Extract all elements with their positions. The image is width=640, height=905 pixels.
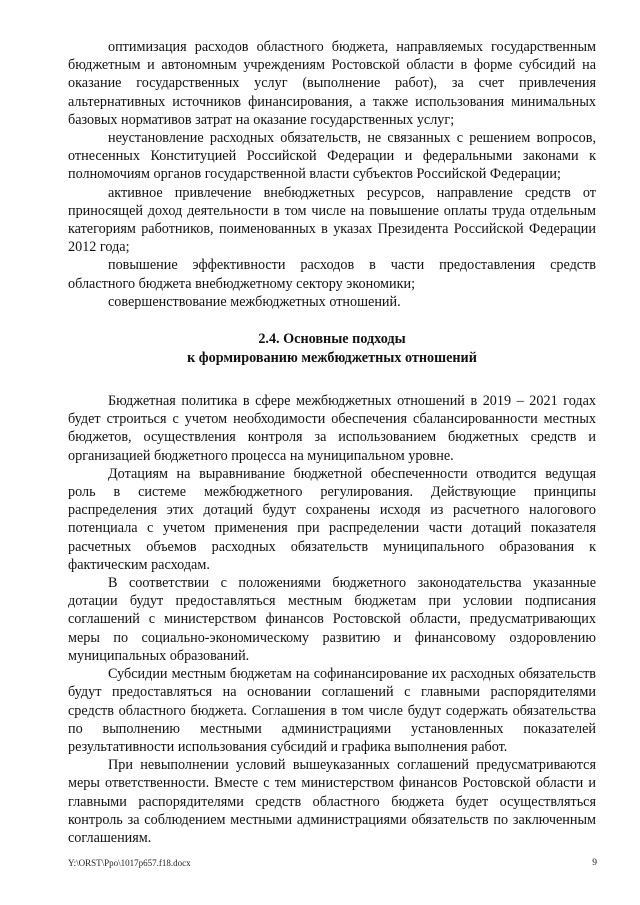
paragraph-no-extra-obligations: неустановление расходных обязательств, не связанных с решением вопросов, отнесенных Конституцией Российской Федерации и федеральными законами к полномочиям органов государственной власти субъектов Российской Федерации; <box>68 130 596 183</box>
paragraph-budget-optimization: оптимизация расходов областного бюджета, направляемых государственным бюджетным и автономным учреждениям Ростовской области в форме субсидий на оказание государственных услуг (выполнение работ), за счет привлечения альтернативных источников финансирования, а также использования минимальных базовых нормативов затрат на оказание государственных услуг; <box>68 39 596 128</box>
paragraph-equalization-grants: Дотациям на выравнивание бюджетной обеспеченности отводится ведущая роль в системе межбюджетного регулирования. Действующие принципы распределения этих дотаций будут сохранены исходя из расчетного налогового потенциала с учетом применения при распределении части дотаций показателя расчетных объемов расходных обязательств муниципального образования к фактическим расходам. <box>68 465 596 573</box>
document-body <box>68 38 596 847</box>
paragraph-efficiency-nonbudget-sector: повышение эффективности расходов в части предоставления средств областного бюджета внебюджетному сектору экономики; <box>68 257 596 292</box>
paragraph-interbudget-policy: Бюджетная политика в сфере межбюджетных отношений в 2019 – 2021 годах будет строиться с учетом необходимости обеспечения сбалансированности местных бюджетов, осуществления контроля за использованием бюджетных средств и организацией бюджетного процесса на муниципальном уровне. <box>68 393 596 464</box>
section-heading-line-2: к формированию межбюджетных отношений <box>187 349 477 366</box>
paragraph-responsibility-measures: При невыполнении условий вышеуказанных соглашений предусматриваются меры ответственности. Вместе с тем министерством финансов Ростовской области и главными распорядителями средств областного бюджета будет осуществляться контроль за соблюдением местными администрациями обязательств по заключенным соглашениям. <box>68 757 596 846</box>
section-heading <box>68 330 596 367</box>
paragraph-improve-interbudget: совершенствование межбюджетных отношений. <box>108 293 401 310</box>
footer-file-path: Y:\ORST\Ppo\1017p657.f18.docx <box>68 858 191 868</box>
section-heading-line-1: 2.4. Основные подходы <box>258 331 406 348</box>
paragraph-grant-agreements: В соответствии с положениями бюджетного законодательства указанные дотации будут предоставляться местным бюджетам при условии подписания соглашений с министерством финансов Ростовской области, предусматривающих меры по социально-экономическому развитию и финансовому оздоровлению муниципальных образований. <box>68 575 596 664</box>
paragraph-extrabudgetary-resources: активное привлечение внебюджетных ресурсов, направление средств от приносящей доход деятельности в том числе на повышение оплаты труда отдельным категориям работников, поименованных в указах Президента Российской Федерации 2012 года; <box>68 184 596 256</box>
footer-page-number: 9 <box>592 858 597 868</box>
paragraph-cofinancing-subsidies: Субсидии местным бюджетам на софинансирование их расходных обязательств будут предоставляться на основании соглашений с главными распорядителями средств областного бюджета. Соглашения в том числе будут содержать обязательства по выполнению местными администрациями установленных показателей результативности использования субсидий и графика выполнения работ. <box>68 666 596 755</box>
